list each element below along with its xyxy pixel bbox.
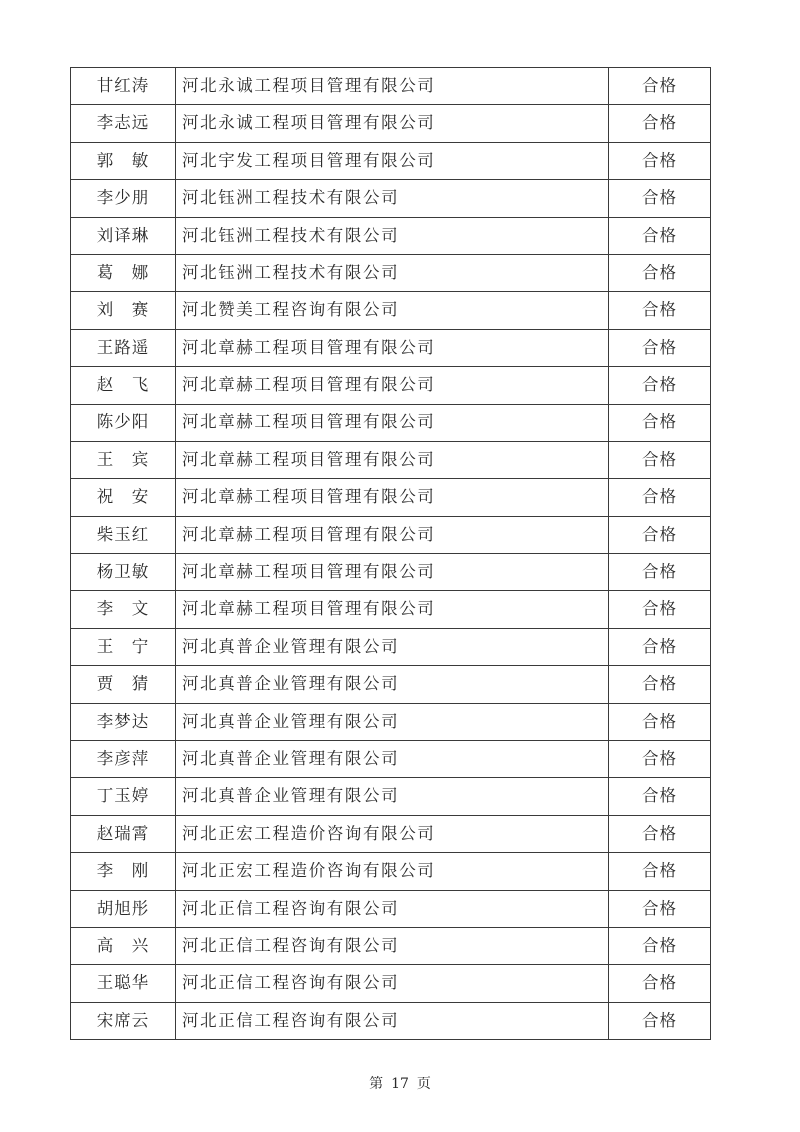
result-cell: 合格 — [609, 105, 711, 142]
name-cell: 宋席云 — [71, 1002, 176, 1039]
company-cell: 河北章赫工程项目管理有限公司 — [176, 367, 609, 404]
company-cell: 河北章赫工程项目管理有限公司 — [176, 554, 609, 591]
company-cell: 河北钰洲工程技术有限公司 — [176, 180, 609, 217]
result-cell: 合格 — [609, 741, 711, 778]
table-row — [71, 329, 711, 366]
company-cell: 河北章赫工程项目管理有限公司 — [176, 441, 609, 478]
name-cell: 李志远 — [71, 105, 176, 142]
company-cell: 河北章赫工程项目管理有限公司 — [176, 516, 609, 553]
company-cell: 河北宇发工程项目管理有限公司 — [176, 142, 609, 179]
name-cell: 李梦达 — [71, 703, 176, 740]
company-cell: 河北真普企业管理有限公司 — [176, 741, 609, 778]
result-cell: 合格 — [609, 217, 711, 254]
company-cell: 河北章赫工程项目管理有限公司 — [176, 591, 609, 628]
table-row — [71, 815, 711, 852]
company-cell: 河北章赫工程项目管理有限公司 — [176, 329, 609, 366]
result-cell: 合格 — [609, 441, 711, 478]
name-cell: 赵 飞 — [71, 367, 176, 404]
result-cell: 合格 — [609, 778, 711, 815]
result-cell: 合格 — [609, 666, 711, 703]
result-cell: 合格 — [609, 329, 711, 366]
company-cell: 河北永诚工程项目管理有限公司 — [176, 105, 609, 142]
table-row — [71, 404, 711, 441]
company-cell: 河北正宏工程造价咨询有限公司 — [176, 815, 609, 852]
name-cell: 王路遥 — [71, 329, 176, 366]
result-cell: 合格 — [609, 292, 711, 329]
table-row — [71, 217, 711, 254]
name-cell: 刘 赛 — [71, 292, 176, 329]
company-cell: 河北正信工程咨询有限公司 — [176, 965, 609, 1002]
name-cell: 甘红涛 — [71, 68, 176, 105]
name-cell: 贾 猜 — [71, 666, 176, 703]
company-cell: 河北正信工程咨询有限公司 — [176, 927, 609, 964]
table-row — [71, 591, 711, 628]
table-row — [71, 965, 711, 1002]
result-cell: 合格 — [609, 180, 711, 217]
result-cell: 合格 — [609, 815, 711, 852]
name-cell: 王 宁 — [71, 628, 176, 665]
table-row — [71, 68, 711, 105]
table-row — [71, 927, 711, 964]
result-cell: 合格 — [609, 853, 711, 890]
table-row — [71, 853, 711, 890]
table-row — [71, 441, 711, 478]
result-cell: 合格 — [609, 591, 711, 628]
result-cell: 合格 — [609, 142, 711, 179]
name-cell: 陈少阳 — [71, 404, 176, 441]
name-cell: 葛 娜 — [71, 254, 176, 291]
results-table-body — [71, 68, 711, 1040]
page-footer — [0, 1073, 800, 1093]
name-cell: 郭 敏 — [71, 142, 176, 179]
table-row — [71, 778, 711, 815]
page-number-prefix: 第 — [369, 1076, 384, 1092]
result-cell: 合格 — [609, 703, 711, 740]
result-cell: 合格 — [609, 254, 711, 291]
result-cell: 合格 — [609, 516, 711, 553]
company-cell: 河北永诚工程项目管理有限公司 — [176, 68, 609, 105]
table-row — [71, 105, 711, 142]
name-cell: 杨卫敏 — [71, 554, 176, 591]
name-cell: 李少朋 — [71, 180, 176, 217]
page-number-suffix: 页 — [416, 1076, 431, 1092]
name-cell: 赵瑞霄 — [71, 815, 176, 852]
name-cell: 胡旭彤 — [71, 890, 176, 927]
table-row — [71, 292, 711, 329]
name-cell: 王聪华 — [71, 965, 176, 1002]
table-row — [71, 628, 711, 665]
result-cell: 合格 — [609, 628, 711, 665]
table-row — [71, 142, 711, 179]
result-cell: 合格 — [609, 68, 711, 105]
name-cell: 李 刚 — [71, 853, 176, 890]
result-cell: 合格 — [609, 965, 711, 1002]
table-row — [71, 479, 711, 516]
result-cell: 合格 — [609, 927, 711, 964]
table-row — [71, 516, 711, 553]
table-row — [71, 180, 711, 217]
table-row — [71, 741, 711, 778]
table-row — [71, 1002, 711, 1039]
company-cell: 河北钰洲工程技术有限公司 — [176, 254, 609, 291]
company-cell: 河北赞美工程咨询有限公司 — [176, 292, 609, 329]
result-cell: 合格 — [609, 404, 711, 441]
name-cell: 高 兴 — [71, 927, 176, 964]
table-row — [71, 703, 711, 740]
page-number: 17 — [391, 1076, 409, 1092]
table-row — [71, 890, 711, 927]
table-row — [71, 254, 711, 291]
result-cell: 合格 — [609, 1002, 711, 1039]
company-cell: 河北正信工程咨询有限公司 — [176, 1002, 609, 1039]
result-cell: 合格 — [609, 890, 711, 927]
table-row — [71, 367, 711, 404]
results-table — [70, 67, 711, 1040]
result-cell: 合格 — [609, 479, 711, 516]
company-cell: 河北章赫工程项目管理有限公司 — [176, 479, 609, 516]
name-cell: 丁玉婷 — [71, 778, 176, 815]
company-cell: 河北正宏工程造价咨询有限公司 — [176, 853, 609, 890]
result-cell: 合格 — [609, 367, 711, 404]
table-row — [71, 666, 711, 703]
company-cell: 河北钰洲工程技术有限公司 — [176, 217, 609, 254]
name-cell: 祝 安 — [71, 479, 176, 516]
company-cell: 河北真普企业管理有限公司 — [176, 778, 609, 815]
company-cell: 河北真普企业管理有限公司 — [176, 628, 609, 665]
table-row — [71, 554, 711, 591]
name-cell: 李 文 — [71, 591, 176, 628]
name-cell: 刘译琳 — [71, 217, 176, 254]
name-cell: 李彦萍 — [71, 741, 176, 778]
company-cell: 河北正信工程咨询有限公司 — [176, 890, 609, 927]
name-cell: 王 宾 — [71, 441, 176, 478]
company-cell: 河北真普企业管理有限公司 — [176, 703, 609, 740]
company-cell: 河北章赫工程项目管理有限公司 — [176, 404, 609, 441]
result-cell: 合格 — [609, 554, 711, 591]
name-cell: 柴玉红 — [71, 516, 176, 553]
company-cell: 河北真普企业管理有限公司 — [176, 666, 609, 703]
